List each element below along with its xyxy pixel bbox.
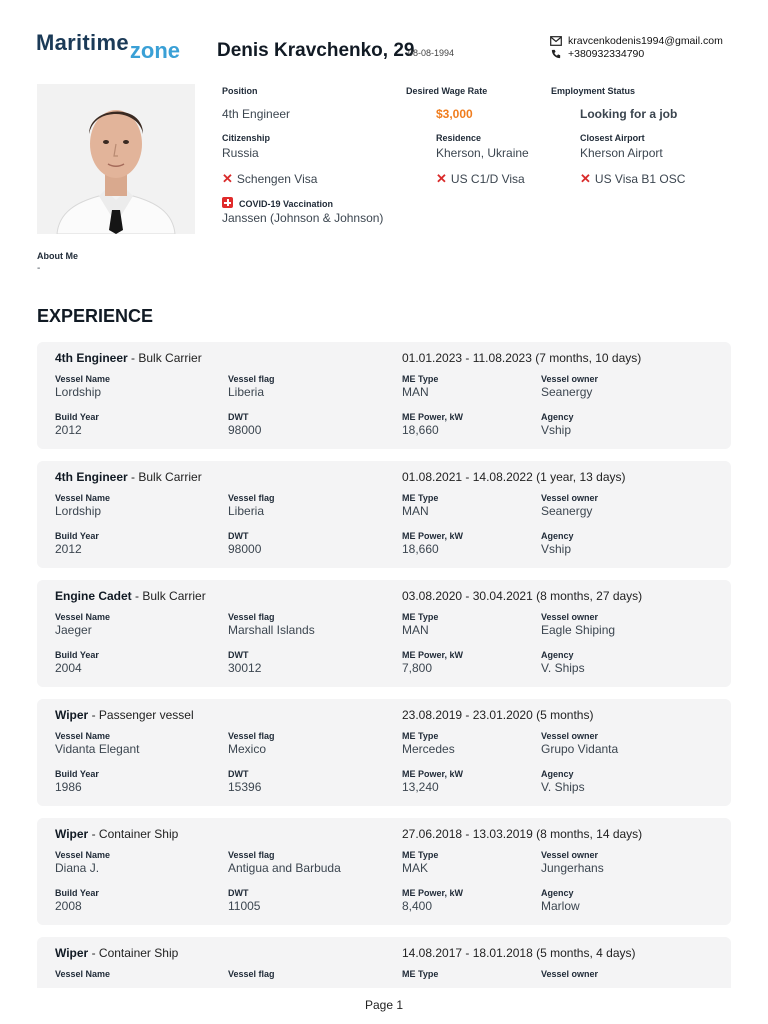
experience-dates: 23.08.2019 - 23.01.2020 (5 months) [402, 708, 594, 722]
experience-card [37, 342, 731, 449]
rank: Wiper [55, 708, 89, 722]
experience-dates: 01.08.2021 - 14.08.2022 (1 year, 13 days) [402, 470, 626, 484]
build-year-value: 2004 [55, 661, 82, 675]
vessel-owner-label: Vessel owner [541, 374, 599, 384]
logo-maritime: Maritime [36, 30, 129, 55]
dwt-field [228, 769, 261, 794]
vessel-owner-label: Vessel owner [541, 731, 599, 741]
candidate-name: Denis Kravchenko, 29 [217, 40, 415, 61]
dwt-field [228, 531, 261, 556]
vessel-flag-value: Marshall Islands [228, 623, 315, 637]
vessel-name-label: Vessel Name [55, 374, 111, 384]
agency-field [541, 769, 585, 794]
vessel-name-field [55, 969, 110, 979]
me-type-field [402, 374, 438, 399]
medical-cross-icon [222, 197, 233, 208]
agency-field [541, 888, 580, 913]
email-row[interactable] [550, 34, 723, 47]
me-type-field [402, 731, 455, 756]
build-year-field [55, 531, 99, 556]
me-type-field [402, 969, 438, 979]
status-label: Employment Status [551, 86, 636, 96]
build-year-label: Build Year [55, 650, 99, 660]
agency-label: Agency [541, 769, 574, 779]
vessel-name-field [55, 374, 110, 399]
email-link[interactable]: kravcenkodenis1994@gmail.com [568, 34, 723, 47]
phone-icon [550, 49, 562, 59]
rank: 4th Engineer [55, 351, 128, 365]
vessel-type: - Bulk Carrier [127, 351, 202, 365]
candidate-photo [37, 84, 195, 234]
vessel-name-field [55, 850, 110, 875]
us-c1d-visa [436, 171, 525, 187]
dwt-value: 98000 [228, 423, 262, 437]
dwt-label: DWT [228, 888, 249, 898]
me-type-value: MAN [402, 385, 429, 399]
experience-dates: 14.08.2017 - 18.01.2018 (5 months, 4 days) [402, 946, 636, 960]
vessel-type: - Container Ship [88, 946, 179, 960]
vessel-name-label: Vessel Name [55, 969, 111, 979]
rank: 4th Engineer [55, 470, 128, 484]
vessel-name-label: Vessel Name [55, 850, 111, 860]
about-value: - [37, 263, 41, 274]
vessel-owner-label: Vessel owner [541, 850, 599, 860]
airport-value: Kherson Airport [580, 146, 663, 160]
me-power-label: ME Power, kW [402, 531, 464, 541]
cross-icon: ✕ [580, 171, 591, 186]
vessel-flag-field [228, 969, 275, 979]
vessel-name-value: Vidanta Elegant [55, 742, 140, 756]
experience-card [37, 699, 731, 806]
vessel-owner-field [541, 493, 598, 518]
vessel-name-label: Vessel Name [55, 612, 111, 622]
vessel-flag-value: Antigua and Barbuda [228, 861, 341, 875]
about-label: About Me [37, 251, 78, 261]
agency-value: Vship [541, 542, 572, 556]
vessel-owner-value: Jungerhans [541, 861, 604, 875]
citizenship-label: Citizenship [222, 133, 271, 143]
experience-dates: 01.01.2023 - 11.08.2023 (7 months, 10 days) [402, 351, 642, 365]
agency-label: Agency [541, 888, 574, 898]
vessel-flag-value: Liberia [228, 504, 265, 518]
contact-block [550, 34, 723, 60]
vessel-owner-field [541, 374, 598, 399]
dwt-label: DWT [228, 531, 249, 541]
vessel-type: - Passenger vessel [88, 708, 194, 722]
vessel-owner-label: Vessel owner [541, 612, 599, 622]
build-year-field [55, 412, 99, 437]
build-year-value: 2008 [55, 899, 82, 913]
rank: Wiper [55, 946, 89, 960]
dwt-field [228, 412, 261, 437]
vessel-flag-label: Vessel flag [228, 493, 275, 503]
vessel-owner-field [541, 612, 615, 637]
experience-dates: 27.06.2018 - 13.03.2019 (8 months, 14 days) [402, 827, 643, 841]
vessel-flag-value: Liberia [228, 385, 265, 399]
dwt-value: 30012 [228, 661, 262, 675]
vessel-name-field [55, 493, 110, 518]
build-year-value: 1986 [55, 780, 82, 794]
build-year-field [55, 888, 99, 913]
experience-heading [55, 827, 178, 841]
phone-link[interactable]: +380932334790 [568, 47, 645, 60]
dwt-field [228, 650, 261, 675]
build-year-label: Build Year [55, 769, 99, 779]
date-of-birth: 08-08-1994 [408, 48, 455, 58]
vessel-owner-field [541, 969, 598, 979]
dwt-value: 98000 [228, 542, 262, 556]
me-power-field [402, 650, 463, 675]
covid-value: Janssen (Johnson & Johnson) [222, 211, 384, 225]
dwt-field [228, 888, 260, 913]
vessel-flag-field [228, 731, 275, 756]
experience-heading [55, 946, 178, 960]
dwt-label: DWT [228, 412, 249, 422]
wage-value: $3,000 [436, 107, 473, 121]
schengen-visa-label: Schengen Visa [236, 172, 318, 186]
agency-field [541, 531, 574, 556]
covid-label: COVID-19 Vaccination [239, 199, 334, 209]
page-number: Page 1 [364, 998, 404, 1012]
us-c1d-visa-label: US C1/D Visa [450, 172, 525, 186]
vessel-owner-value: Seanergy [541, 504, 593, 518]
vessel-flag-field [228, 612, 315, 637]
agency-value: V. Ships [541, 661, 585, 675]
position-label: Position [222, 86, 258, 96]
me-power-label: ME Power, kW [402, 412, 464, 422]
vessel-owner-field [541, 731, 618, 756]
mail-icon [550, 36, 562, 46]
build-year-label: Build Year [55, 412, 99, 422]
vessel-owner-value: Grupo Vidanta [541, 742, 619, 756]
agency-label: Agency [541, 650, 574, 660]
experience-heading [55, 708, 194, 722]
dwt-value: 11005 [228, 899, 261, 913]
citizenship-value: Russia [222, 146, 259, 160]
experience-card [37, 461, 731, 568]
phone-row[interactable] [550, 47, 723, 60]
vessel-flag-label: Vessel flag [228, 374, 275, 384]
me-type-value: MAN [402, 623, 429, 637]
me-power-value: 7,800 [402, 661, 433, 675]
me-type-value: MAK [402, 861, 429, 875]
build-year-field [55, 650, 99, 675]
vessel-owner-field [541, 850, 604, 875]
me-type-field [402, 612, 438, 637]
logo [36, 30, 180, 63]
cross-icon: ✕ [436, 171, 447, 186]
me-power-field [402, 888, 463, 913]
experience-card [37, 580, 731, 687]
vessel-flag-label: Vessel flag [228, 731, 275, 741]
vessel-flag-label: Vessel flag [228, 612, 275, 622]
me-power-field [402, 769, 463, 794]
residence-value: Kherson, Ukraine [436, 146, 529, 160]
position-value: 4th Engineer [222, 107, 291, 121]
dwt-value: 15396 [228, 780, 262, 794]
vessel-name-value: Jaeger [55, 623, 92, 637]
me-power-label: ME Power, kW [402, 769, 464, 779]
us-b1-visa [580, 171, 685, 187]
vessel-flag-value: Mexico [228, 742, 267, 756]
me-type-label: ME Type [402, 374, 439, 384]
vessel-name-value: Lordship [55, 504, 102, 518]
status-value: Looking for a job [580, 107, 678, 121]
vessel-owner-value: Eagle Shiping [541, 623, 616, 637]
me-power-field [402, 531, 463, 556]
agency-label: Agency [541, 412, 574, 422]
me-power-field [402, 412, 463, 437]
build-year-value: 2012 [55, 423, 82, 437]
agency-field [541, 650, 585, 675]
me-power-value: 13,240 [402, 780, 439, 794]
vessel-owner-label: Vessel owner [541, 493, 599, 503]
wage-label: Desired Wage Rate [406, 86, 488, 96]
experience-card [37, 818, 731, 925]
rank: Wiper [55, 827, 89, 841]
residence-label: Residence [436, 133, 482, 143]
build-year-field [55, 769, 99, 794]
vessel-flag-field [228, 850, 341, 875]
me-type-label: ME Type [402, 850, 439, 860]
rank: Engine Cadet [55, 589, 132, 603]
me-type-label: ME Type [402, 969, 439, 979]
dwt-label: DWT [228, 769, 249, 779]
vessel-type: - Bulk Carrier [131, 589, 206, 603]
me-type-value: MAN [402, 504, 429, 518]
build-year-label: Build Year [55, 888, 99, 898]
dwt-label: DWT [228, 650, 249, 660]
agency-value: Marlow [541, 899, 580, 913]
vessel-flag-field [228, 374, 275, 399]
airport-label: Closest Airport [580, 133, 645, 143]
vessel-flag-field [228, 493, 275, 518]
vessel-type: - Bulk Carrier [127, 470, 202, 484]
vessel-name-label: Vessel Name [55, 493, 111, 503]
build-year-label: Build Year [55, 531, 99, 541]
agency-value: Vship [541, 423, 572, 437]
experience-heading [55, 351, 202, 365]
vessel-flag-label: Vessel flag [228, 969, 275, 979]
me-power-value: 18,660 [402, 542, 439, 556]
logo-zone: zone [129, 38, 180, 63]
vessel-type: - Container Ship [88, 827, 179, 841]
experience-title: EXPERIENCE [37, 306, 154, 326]
me-type-value: Mercedes [402, 742, 455, 756]
vessel-name-value: Diana J. [55, 861, 100, 875]
covid-label-row [222, 197, 333, 209]
me-type-field [402, 850, 438, 875]
agency-field [541, 412, 574, 437]
agency-value: V. Ships [541, 780, 585, 794]
build-year-value: 2012 [55, 542, 82, 556]
schengen-visa [222, 171, 317, 187]
vessel-name-value: Lordship [55, 385, 102, 399]
me-type-field [402, 493, 438, 518]
vessel-flag-label: Vessel flag [228, 850, 275, 860]
vessel-name-label: Vessel Name [55, 731, 111, 741]
vessel-owner-value: Seanergy [541, 385, 593, 399]
us-b1-visa-label: US Visa B1 OSC [594, 172, 686, 186]
me-power-value: 18,660 [402, 423, 439, 437]
me-power-label: ME Power, kW [402, 888, 464, 898]
experience-heading [55, 589, 206, 603]
vessel-name-field [55, 731, 140, 756]
experience-dates: 03.08.2020 - 30.04.2021 (8 months, 27 days) [402, 589, 643, 603]
portrait-image [37, 84, 195, 234]
agency-label: Agency [541, 531, 574, 541]
cross-icon: ✕ [222, 171, 233, 186]
experience-card [37, 937, 731, 988]
me-type-label: ME Type [402, 731, 439, 741]
me-power-label: ME Power, kW [402, 650, 464, 660]
me-type-label: ME Type [402, 493, 439, 503]
me-type-label: ME Type [402, 612, 439, 622]
vessel-name-field [55, 612, 110, 637]
vessel-owner-label: Vessel owner [541, 969, 599, 979]
me-power-value: 8,400 [402, 899, 433, 913]
experience-heading [55, 470, 202, 484]
